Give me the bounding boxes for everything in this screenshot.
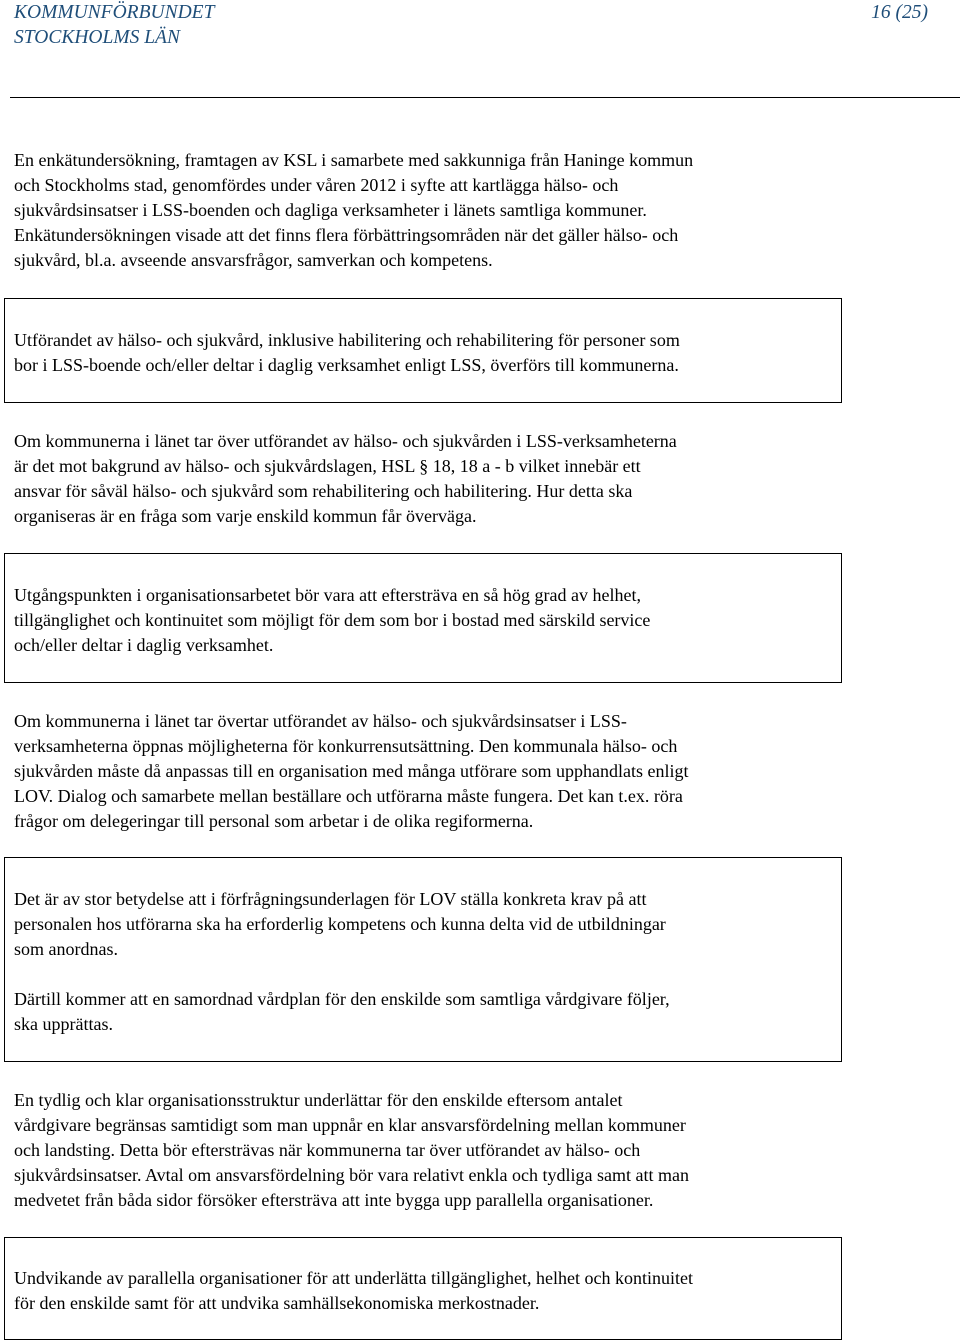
text-line: Undvikande av parallella organisationer för att underlätta tillgänglighet, helhet och kontinuitet <box>14 1268 693 1288</box>
text-line: ska upprättas. <box>14 1014 113 1035</box>
text-line: som anordnas. <box>14 939 118 960</box>
text-line: frågor om delegeringar till personal som arbetar i de olika regiformerna. <box>14 811 534 832</box>
text-line: medvetet från båda sidor försöker eftersträva att inte bygga upp parallella organisationer. <box>14 1190 654 1211</box>
text-line: Enkätundersökningen visade att det finns flera förbättringsområden när det gäller hälso- och <box>14 225 679 246</box>
page-number: 16 (25) <box>871 2 928 23</box>
text-line: sjukvårdsinsatser i LSS-boenden och dagliga verksamheter i länets samtliga kommuner. <box>14 200 647 221</box>
organization-name <box>14 0 214 50</box>
highlight-box-lov-requirements <box>4 857 842 1062</box>
text-line: Därtill kommer att en samordnad vårdplan för den enskilde som samtliga vårdgivare följer, <box>14 989 670 1010</box>
text-line: ansvar för såväl hälso- och sjukvård som rehabilitering och habilitering. Hur detta ska <box>14 481 633 502</box>
highlight-box-transfer <box>4 298 842 403</box>
header-divider <box>10 97 960 98</box>
text-line: organiseras är en fråga som varje enskild kommun får överväga. <box>14 506 477 527</box>
organization-name-line-1: KOMMUNFÖRBUNDET <box>14 2 215 23</box>
text-line: LOV. Dialog och samarbete mellan beställare och utförarna måste fungera. Det kan t.ex. röra <box>14 786 683 807</box>
organization-name-line-2: STOCKHOLMS LÄN <box>14 27 180 48</box>
text-line: Om kommunerna i länet tar över utförandet av hälso- och sjukvården i LSS-verksamheterna <box>14 431 677 451</box>
text-line: En tydlig och klar organisationsstruktur underlättar för den enskilde eftersom antalet <box>14 1090 623 1110</box>
text-line: personalen hos utförarna ska ha erforderlig kompetens och kunna delta vid de utbildningar <box>14 914 666 935</box>
text-line: verksamheterna öppnas möjligheterna för konkurrensutsättning. Den kommunala hälso- och <box>14 736 678 757</box>
paragraph-competition <box>14 709 864 834</box>
highlight-box-starting-point <box>4 553 842 683</box>
text-line: Om kommunerna i länet tar övertar utförandet av hälso- och sjukvårdsinsatser i LSS- <box>14 711 627 731</box>
text-line: sjukvård, bl.a. avseende ansvarsfrågor, samverkan och kompetens. <box>14 250 493 271</box>
text-line: och Stockholms stad, genomfördes under våren 2012 i syfte att kartlägga hälso- och <box>14 175 619 196</box>
paragraph-survey <box>14 148 864 273</box>
text-line: tillgänglighet och kontinuitet som möjligt för dem som bor i bostad med särskild service <box>14 610 651 631</box>
page-header <box>14 0 946 98</box>
text-line: En enkätundersökning, framtagen av KSL i samarbete med sakkunniga från Haninge kommun <box>14 150 694 170</box>
text-line: och landsting. Detta bör eftersträvas när kommunerna tar över utförandet av hälso- och <box>14 1140 641 1161</box>
paragraph-gap <box>14 962 840 987</box>
text-line: Utförandet av hälso- och sjukvård, inklusive habilitering och rehabilitering för personer som <box>14 330 680 350</box>
text-line: och/eller deltar i daglig verksamhet. <box>14 635 274 656</box>
text-line: Utgångspunkten i organisationsarbetet bör vara att eftersträva en så hög grad av helhet, <box>14 585 641 605</box>
text-line: bor i LSS-boende och/eller deltar i daglig verksamhet enligt LSS, överförs till kommunerna. <box>14 355 679 376</box>
paragraph-organization <box>14 1088 864 1213</box>
paragraph-hsl <box>14 429 864 529</box>
text-line: vårdgivare begränsas samtidigt som man uppnår en klar ansvarsfördelning mellan kommuner <box>14 1115 686 1136</box>
text-line: Det är av stor betydelse att i förfrågningsunderlagen för LOV ställa konkreta krav på att <box>14 889 647 909</box>
text-line: för den enskilde samt för att undvika samhällsekonomiska merkostnader. <box>14 1293 540 1314</box>
highlight-box-parallel-organizations <box>4 1237 842 1340</box>
text-line: är det mot bakgrund av hälso- och sjukvårdslagen, HSL § 18, 18 a - b vilket innebär ett <box>14 456 641 477</box>
text-line: sjukvårdsinsatser. Avtal om ansvarsfördelning bör vara relativt enkla och tydliga samt att man <box>14 1165 689 1186</box>
text-line: sjukvården måste då anpassas till en organisation med många utförare som upphandlats enligt <box>14 761 689 782</box>
